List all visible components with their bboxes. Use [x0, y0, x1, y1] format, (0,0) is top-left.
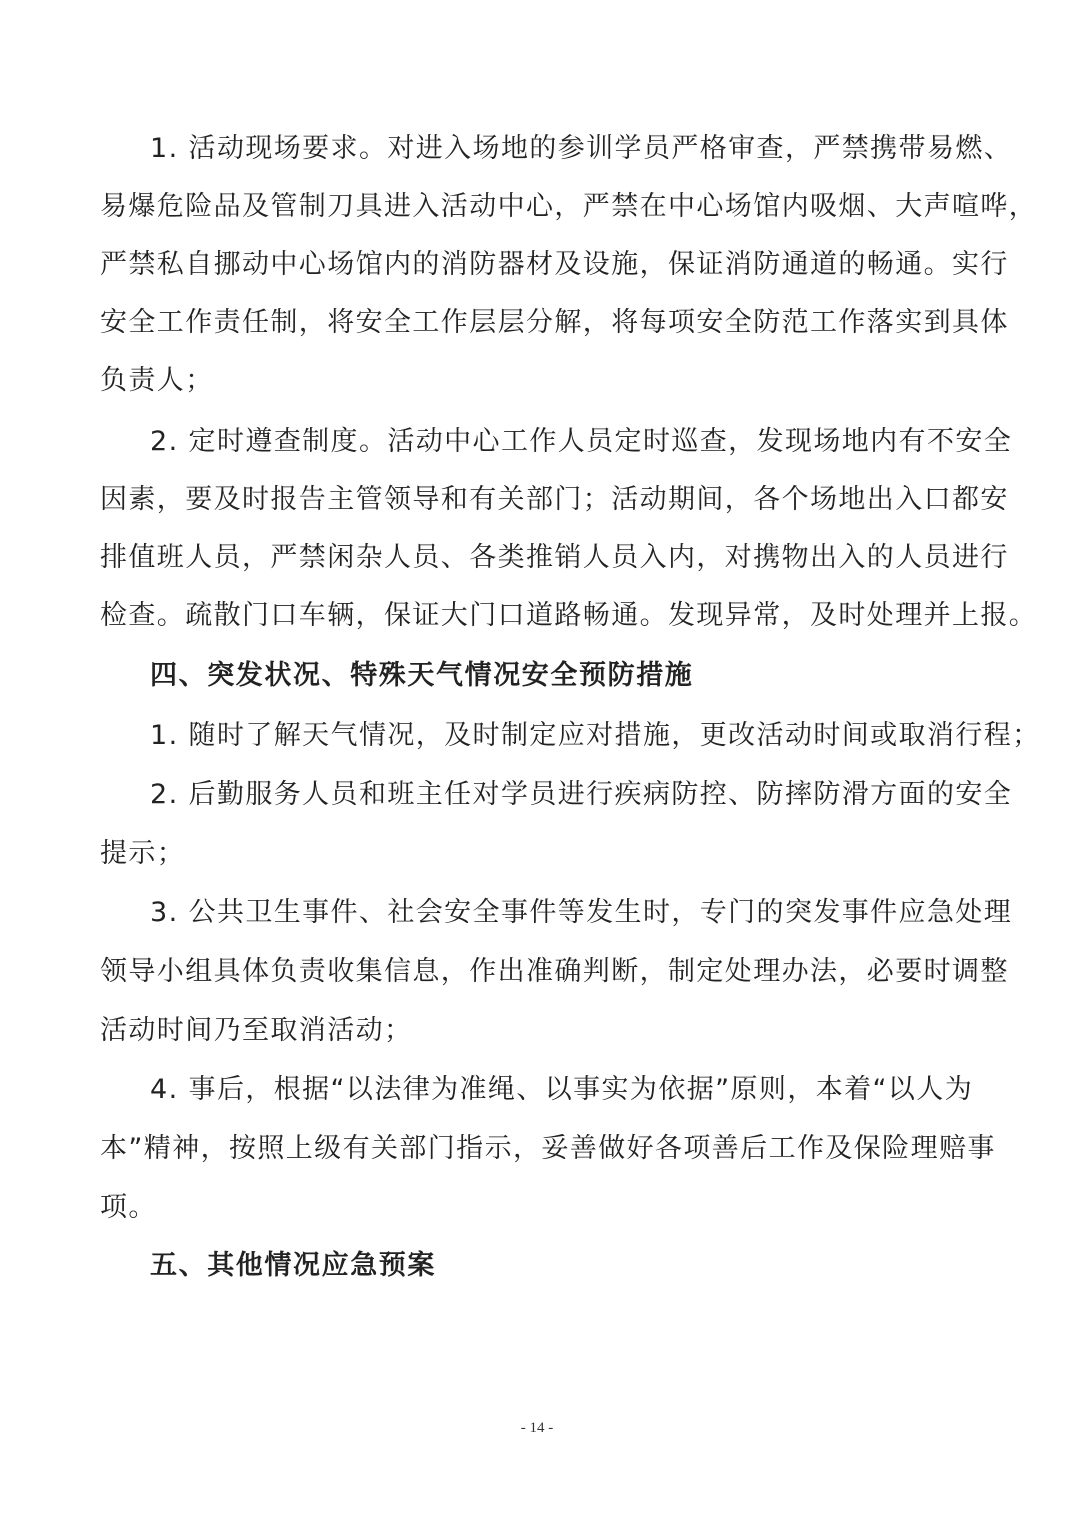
- page-number: - 14 -: [520, 1420, 554, 1436]
- paragraph-6-line-1: 4. 事后，根据“以法律为准绳、以事实为依据”原则，本着“以人为: [150, 1074, 974, 1105]
- paragraph-1-line-2: 易爆危险品及管制刀具进入活动中心，严禁在中心场馆内吸烟、大声喧哗，: [100, 191, 1038, 222]
- paragraph-5-line-1: 3. 公共卫生事件、社会安全事件等发生时，专门的突发事件应急处理: [150, 897, 1013, 928]
- paragraph-3-line-1: 1. 随时了解天气情况，及时制定应对措施，更改活动时间或取消行程；: [150, 720, 1041, 751]
- section-heading-4: 四、突发状况、特殊天气情况安全预防措施: [150, 660, 694, 691]
- paragraph-1-line-3: 严禁私自挪动中心场馆内的消防器材及设施，保证消防通道的畅通。实行: [100, 249, 1009, 280]
- section-heading-5: 五、其他情况应急预案: [150, 1250, 436, 1281]
- paragraph-4-line-1: 2. 后勤服务人员和班主任对学员进行疾病防控、防摔防滑方面的安全: [150, 779, 1013, 810]
- paragraph-6-line-3: 项。: [100, 1192, 157, 1223]
- paragraph-2-line-1: 2. 定时遵查制度。活动中心工作人员定时巡查，发现场地内有不安全: [150, 426, 1013, 457]
- paragraph-2-line-4: 检查。疏散门口车辆，保证大门口道路畅通。发现异常，及时处理并上报。: [100, 600, 1038, 631]
- paragraph-2-line-2: 因素，要及时报告主管领导和有关部门；活动期间，各个场地出入口都安: [100, 484, 1009, 515]
- paragraph-2-line-3: 排值班人员，严禁闲杂人员、各类推销人员入内，对携物出入的人员进行: [100, 542, 1009, 573]
- paragraph-4-line-2: 提示；: [100, 838, 186, 869]
- paragraph-1-line-5: 负责人；: [100, 365, 214, 396]
- paragraph-5-line-3: 活动时间乃至取消活动；: [100, 1015, 413, 1046]
- paragraph-6-line-2: 本”精神，按照上级有关部门指示，妥善做好各项善后工作及保险理赔事: [100, 1133, 996, 1164]
- paragraph-1-line-1: 1. 活动现场要求。对进入场地的参训学员严格审查，严禁携带易燃、: [150, 133, 1013, 164]
- paragraph-5-line-2: 领导小组具体负责收集信息，作出准确判断，制定处理办法，必要时调整: [100, 956, 1009, 987]
- paragraph-1-line-4: 安全工作责任制，将安全工作层层分解，将每项安全防范工作落实到具体: [100, 307, 1009, 338]
